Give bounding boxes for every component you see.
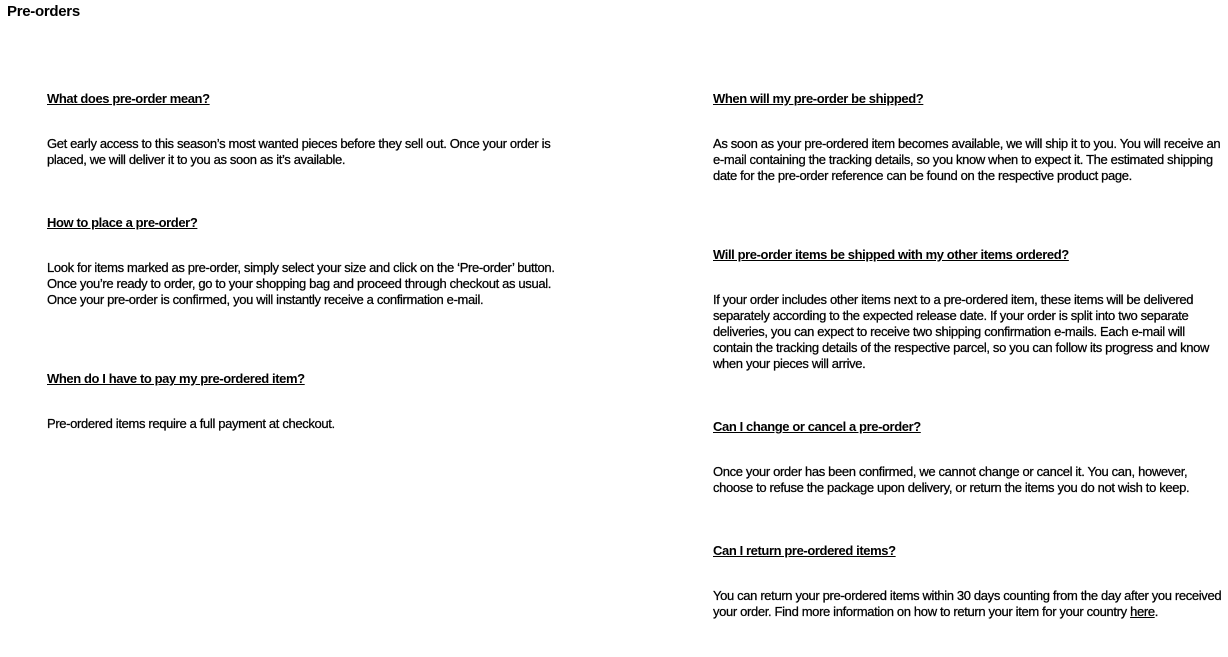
faq-item-shipped-together — [713, 247, 1223, 371]
faq-question[interactable]: What does pre-order mean? — [47, 91, 210, 106]
faq-item-when-shipped — [713, 91, 1223, 183]
faq-answer-text: You can return your pre-ordered items within 30 days counting from the day after you received your order. Find more information on how to return your item for your country — [713, 588, 1222, 619]
faq-answer: Look for items marked as pre-order, simply select your size and click on the ‘Pre-order’ button. Once you’re ready to order, go to your shopping bag and proceed through checkout as usual. Once your pre-order is confirmed, you will instantly receive a confirmation e-mail. — [47, 260, 555, 307]
faq-item-return — [713, 543, 1223, 619]
faq-question[interactable]: Can I return pre-ordered items? — [713, 543, 896, 558]
return-info-link[interactable]: here — [1130, 604, 1155, 619]
faq-answer: Pre-ordered items require a full payment at checkout. — [47, 416, 335, 431]
faq-question[interactable]: Can I change or cancel a pre-order? — [713, 419, 921, 434]
faq-item-what-is-preorder — [47, 91, 557, 167]
faq-answer: Get early access to this season’s most wanted pieces before they sell out. Once your order is placed, we will deliver it to you as soon as it’s available. — [47, 136, 551, 167]
faq-answer: If your order includes other items next to a pre-ordered item, these items will be delivered separately according to the expected release date. If your order is split into two separate deliveries, you can expect to receive two shipping confirmation e-mails. Each e-mail will contain the tracking details of the respective parcel, so you can follow its progress and know when your pieces will arrive. — [713, 292, 1210, 371]
faq-item-change-cancel — [713, 419, 1223, 495]
faq-answer: Once your order has been confirmed, we cannot change or cancel it. You can, however, choose to refuse the package upon delivery, or return the items you do not wish to keep. — [713, 464, 1190, 495]
faq-item-how-to-preorder — [47, 215, 557, 307]
faq-answer-end: . — [1154, 604, 1158, 619]
faq-answer: As soon as your pre-ordered item becomes available, we will ship it to you. You will receive an e-mail containing the tracking details, so you know when to expect it. The estimated shipping date for the pre-order reference can be found on the respective product page. — [713, 136, 1221, 183]
page-title: Pre-orders — [7, 3, 80, 20]
faq-question[interactable]: When will my pre-order be shipped? — [713, 91, 924, 106]
faq-answer — [713, 588, 1223, 620]
faq-question[interactable]: When do I have to pay my pre-ordered item? — [47, 371, 305, 386]
faq-question[interactable]: How to place a pre-order? — [47, 215, 198, 230]
faq-item-when-to-pay — [47, 371, 557, 431]
faq-question[interactable]: Will pre-order items be shipped with my other items ordered? — [713, 247, 1069, 262]
